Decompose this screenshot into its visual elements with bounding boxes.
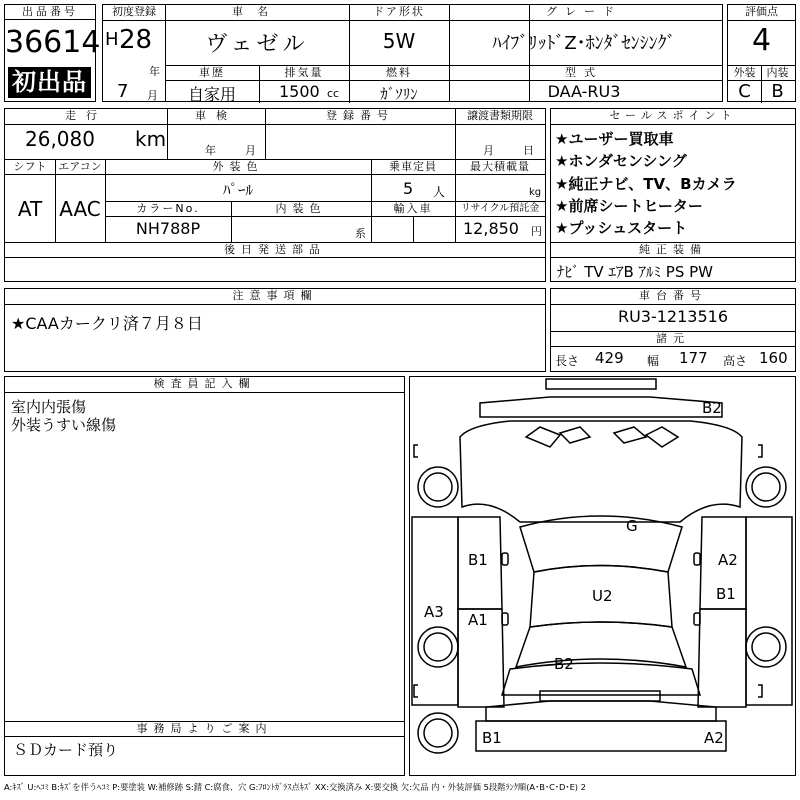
first-reg-label: 初度登録 <box>112 5 156 18</box>
inspector-line-2: 外装うすい線傷 <box>11 416 117 434</box>
mark-a1-left-rear: A1 <box>468 611 488 629</box>
height-label: 高さ <box>723 354 748 368</box>
legend: A:ｷｽﾞ U:ﾍｺﾐ B:ｷｽﾞを伴うﾍｺﾐ P:要塗装 W:補修跡 S:錆 C:腐食、穴 G:ﾌﾛﾝﾄｶﾞﾗｽ点ｷｽﾞ XX:交換済み X:要交換 欠:欠品 内・外装評価 5段階ﾗﾝｸ順(A･B･C･D･E) 2 <box>4 782 586 792</box>
ext-grade-label: 外装 <box>733 66 756 79</box>
recycle-label: リサイクル預託金 <box>460 203 540 214</box>
sales-point-2: ★ホンダセンシング <box>555 152 687 170</box>
recycle-deposit: 12,850 <box>463 219 519 238</box>
lot-box <box>4 4 101 102</box>
grade-label: グレード <box>546 5 622 18</box>
reg-month: 7 <box>117 81 129 102</box>
height: 160 <box>759 349 788 367</box>
max-load-unit: kg <box>529 187 542 198</box>
model-label: 型式 <box>565 66 603 79</box>
car-outline <box>410 377 794 774</box>
sales-point-1: ★ユーザー買取車 <box>555 130 674 148</box>
width-label: 幅 <box>647 354 660 368</box>
int-grade-label: 内装 <box>766 66 789 79</box>
recycle-unit: 円 <box>531 225 542 238</box>
transfer-docs-label: 譲渡書類期限 <box>467 109 533 122</box>
mark-b1-bottom-left: B1 <box>482 729 502 747</box>
capacity-label: 乗車定員 <box>389 160 437 173</box>
equipment: ﾅﾋﾞ TV ｴｱB ｱﾙﾐ PS PW <box>557 263 713 281</box>
chassis-label: 車台番号 <box>639 289 707 302</box>
transfer-month: 月 <box>483 144 494 157</box>
fuel-label: 燃料 <box>386 66 412 79</box>
inspector-box <box>4 376 405 776</box>
score-box <box>727 4 796 102</box>
displacement: 1500 <box>279 82 320 101</box>
fuel: ｶﾞｿﾘﾝ <box>380 85 418 103</box>
door-label: ドア形状 <box>373 5 425 18</box>
mileage: 26,080 <box>25 127 95 151</box>
shift-label: シフト <box>13 160 47 173</box>
sales-point-4: ★前席シートヒーター <box>555 197 703 215</box>
office-label: 事務局よりご案内 <box>136 722 273 735</box>
equipment-label: 純正装備 <box>639 243 707 256</box>
sales-points-box <box>550 108 796 282</box>
mileage-label: 走行 <box>65 109 107 122</box>
score-label: 評価点 <box>745 5 778 18</box>
width: 177 <box>679 349 708 367</box>
plate-label: 登録番号 <box>326 109 394 122</box>
displacement-unit: cc <box>327 87 340 100</box>
shift: AT <box>17 197 43 221</box>
exterior-color: ﾊﾟｰﾙ <box>222 181 253 199</box>
mark-u2-roof: U2 <box>592 587 613 605</box>
score: 4 <box>751 23 772 58</box>
office-text: ＳＤカード預り <box>13 741 119 759</box>
interior-color-label: 内装色 <box>275 202 327 215</box>
color-no: NH788P <box>135 219 201 238</box>
car-name-label: 車名 <box>232 5 282 18</box>
mark-a2-right-front: A2 <box>718 551 738 569</box>
lot-number: 36614 <box>5 25 101 60</box>
mark-b2-front: B2 <box>702 399 722 417</box>
ac: AAC <box>59 197 101 221</box>
notes-text: ★CAAカークリ済７月８日 <box>11 314 203 333</box>
car-name: ヴェゼル <box>205 32 309 57</box>
mark-b1-left-front: B1 <box>468 551 488 569</box>
interior-color-unit: 系 <box>355 227 366 240</box>
spec-label: 諸元 <box>656 332 690 345</box>
sales-points-label: セールスポイント <box>609 109 737 122</box>
transfer-day: 日 <box>523 144 534 157</box>
notes-label: 注意事項欄 <box>232 289 318 302</box>
mileage-unit: km <box>135 127 167 151</box>
model: DAA-RU3 <box>547 82 621 101</box>
sales-point-5: ★プッシュスタート <box>555 219 688 237</box>
ac-label: エアコン <box>58 160 102 173</box>
damage-diagram <box>409 376 796 776</box>
sales-point-3: ★純正ナビ、TV、Bカメラ <box>555 175 737 193</box>
import-label: 輸入車 <box>393 202 433 215</box>
later-parts-label: 後日発送部品 <box>224 243 326 256</box>
mark-b1-right-rear: B1 <box>716 585 736 603</box>
mark-a3-left: A3 <box>424 603 444 621</box>
mark-b2-rear: B2 <box>554 655 574 673</box>
chassis-box <box>550 288 796 372</box>
lot-label: 出品番号 <box>5 5 95 20</box>
length: 429 <box>595 349 624 367</box>
mark-g: G <box>626 517 638 535</box>
max-load-label: 最大積載量 <box>470 160 530 173</box>
era: H <box>105 29 119 50</box>
chassis-number: RU3-1213516 <box>617 307 729 326</box>
first-listing-badge: 初出品 <box>8 67 91 98</box>
inspector-line-1: 室内内張傷 <box>11 398 87 416</box>
grade: ﾊｲﾌﾞﾘｯﾄﾞZ･ﾎﾝﾀﾞｾﾝｼﾝｸﾞ <box>492 33 676 54</box>
length-label: 長さ <box>555 354 580 368</box>
history: 自家用 <box>187 85 236 104</box>
color-no-label: カラーNo. <box>136 202 200 215</box>
exterior-color-label: 外装色 <box>212 160 264 173</box>
reg-year: 28 <box>119 25 153 55</box>
details-box <box>4 108 546 282</box>
inspector-label: 検査員記入欄 <box>153 377 256 390</box>
reg-year-unit: 年 <box>149 65 160 78</box>
inspection-month: 月 <box>245 144 256 157</box>
capacity-unit: 人 <box>433 185 446 199</box>
inspection-year: 年 <box>205 144 216 157</box>
history-label: 車歴 <box>199 66 225 79</box>
ext-grade: C <box>738 81 751 102</box>
notes-box <box>4 288 546 372</box>
mark-a2-bottom-right: A2 <box>704 729 724 747</box>
door-type: 5W <box>382 29 416 53</box>
inspection-label: 車検 <box>195 109 237 122</box>
int-grade: B <box>771 81 784 102</box>
vehicle-header-box <box>102 4 723 102</box>
displacement-label: 排気量 <box>284 66 324 79</box>
capacity: 5 <box>403 179 414 198</box>
reg-month-unit: 月 <box>147 89 158 102</box>
